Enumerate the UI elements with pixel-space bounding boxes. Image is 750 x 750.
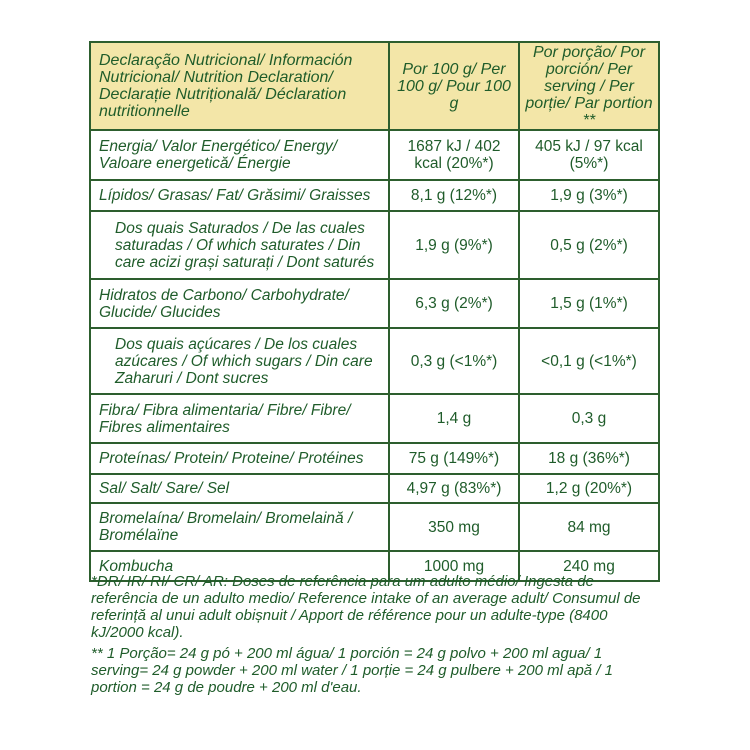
table-header (91, 43, 658, 129)
table-row-saturates (91, 210, 658, 278)
row-per-100g: 1687 kJ / 402 kcal (20%*) (388, 131, 518, 179)
row-label: Energia/ Valor Energético/ Energy/ Valoare energetică/ Énergie (99, 138, 338, 172)
footnotes (91, 573, 661, 700)
row-label: Dos quais açúcares / De los cuales azúcares / Of which sugars / Din care Zaharuri / Dont sucres (115, 335, 373, 387)
row-per-100g: 75 g (149%*) (388, 444, 518, 473)
table-row-salt (91, 473, 658, 502)
row-per-serving: 0,5 g (2%*) (518, 212, 658, 278)
table-row-protein (91, 442, 658, 473)
table-row-energy (91, 129, 658, 179)
row-per-serving: 240 mg (518, 552, 658, 580)
table-row-sugars (91, 327, 658, 393)
row-label: Bromelaína/ Bromelain/ Bromelaină / Bromélaïne (99, 510, 353, 544)
footnote-serving: ** 1 Porção= 24 g pó + 200 ml água/ 1 porción = 24 g polvo + 200 ml agua/ 1 serving= 24 g powder + 200 ml water / 1 porție = 24 g pulbere + 200 ml apă / 1 portion = 24 g de poudre + 200 ml d'eau. (91, 645, 613, 696)
row-per-serving: 18 g (36%*) (518, 444, 658, 473)
header-per-100g: Por 100 g/ Per 100 g/ Pour 100 g (388, 43, 518, 129)
row-per-100g: 4,97 g (83%*) (388, 475, 518, 502)
row-per-serving: <0,1 g (<1%*) (518, 329, 658, 393)
row-per-serving: 84 mg (518, 504, 658, 550)
row-per-100g: 350 mg (388, 504, 518, 550)
row-per-100g: 1000 mg (388, 552, 518, 580)
row-label: Hidratos de Carbono/ Carbohydrate/ Glucide/ Glucides (99, 286, 349, 321)
header-per-serving: Por porção/ Por porción/ Per serving / Per porție/ Par portion ** (518, 43, 658, 129)
row-per-serving: 0,3 g (518, 395, 658, 442)
table-row-carbohydrate (91, 278, 658, 327)
table-row-bromelain (91, 502, 658, 550)
row-per-100g: 1,9 g (9%*) (388, 212, 518, 278)
table-row-fibre (91, 393, 658, 442)
row-per-100g: 8,1 g (12%*) (388, 181, 518, 210)
header-declaration: Declaração Nutricional/ Información Nutricional/ Nutrition Declaration/ Declarație Nutrițională/ Déclaration nutritionnelle (99, 52, 353, 120)
row-label: Kombucha (99, 557, 174, 575)
row-per-100g: 6,3 g (2%*) (388, 280, 518, 327)
nutrition-table (89, 41, 660, 582)
row-label: Fibra/ Fibra alimentaria/ Fibre/ Fibre/ Fibres alimentaires (99, 401, 351, 436)
row-label: Dos quais Saturados / De las cuales saturadas / Of which saturates / Din care acizi grași saturați / Dont saturés (115, 219, 375, 271)
row-per-serving: 405 kJ / 97 kcal (5%*) (518, 131, 658, 179)
row-per-serving: 1,5 g (1%*) (518, 280, 658, 327)
row-per-serving: 1,2 g (20%*) (518, 475, 658, 502)
table-row-fat (91, 179, 658, 210)
row-label: Lípidos/ Grasas/ Fat/ Grăsimi/ Graisses (99, 187, 371, 204)
footnote-reference-intake: *DR/ IR/ RI/ CR/ AR: Doses de referência para um adulto médio/ Ingesta de referência de un adulto medio/ Reference intake of an average adult/ Consumul de referință al unui adult obișnuit / Apport de référence pour un adulte-type (8400 kJ/2000 kcal). (91, 573, 641, 641)
row-per-100g: 1,4 g (388, 395, 518, 442)
row-per-100g: 0,3 g (<1%*) (388, 329, 518, 393)
row-label: Proteínas/ Protein/ Proteine/ Protéines (99, 450, 364, 467)
row-per-serving: 1,9 g (3%*) (518, 181, 658, 210)
row-label: Sal/ Salt/ Sare/ Sel (99, 480, 230, 497)
